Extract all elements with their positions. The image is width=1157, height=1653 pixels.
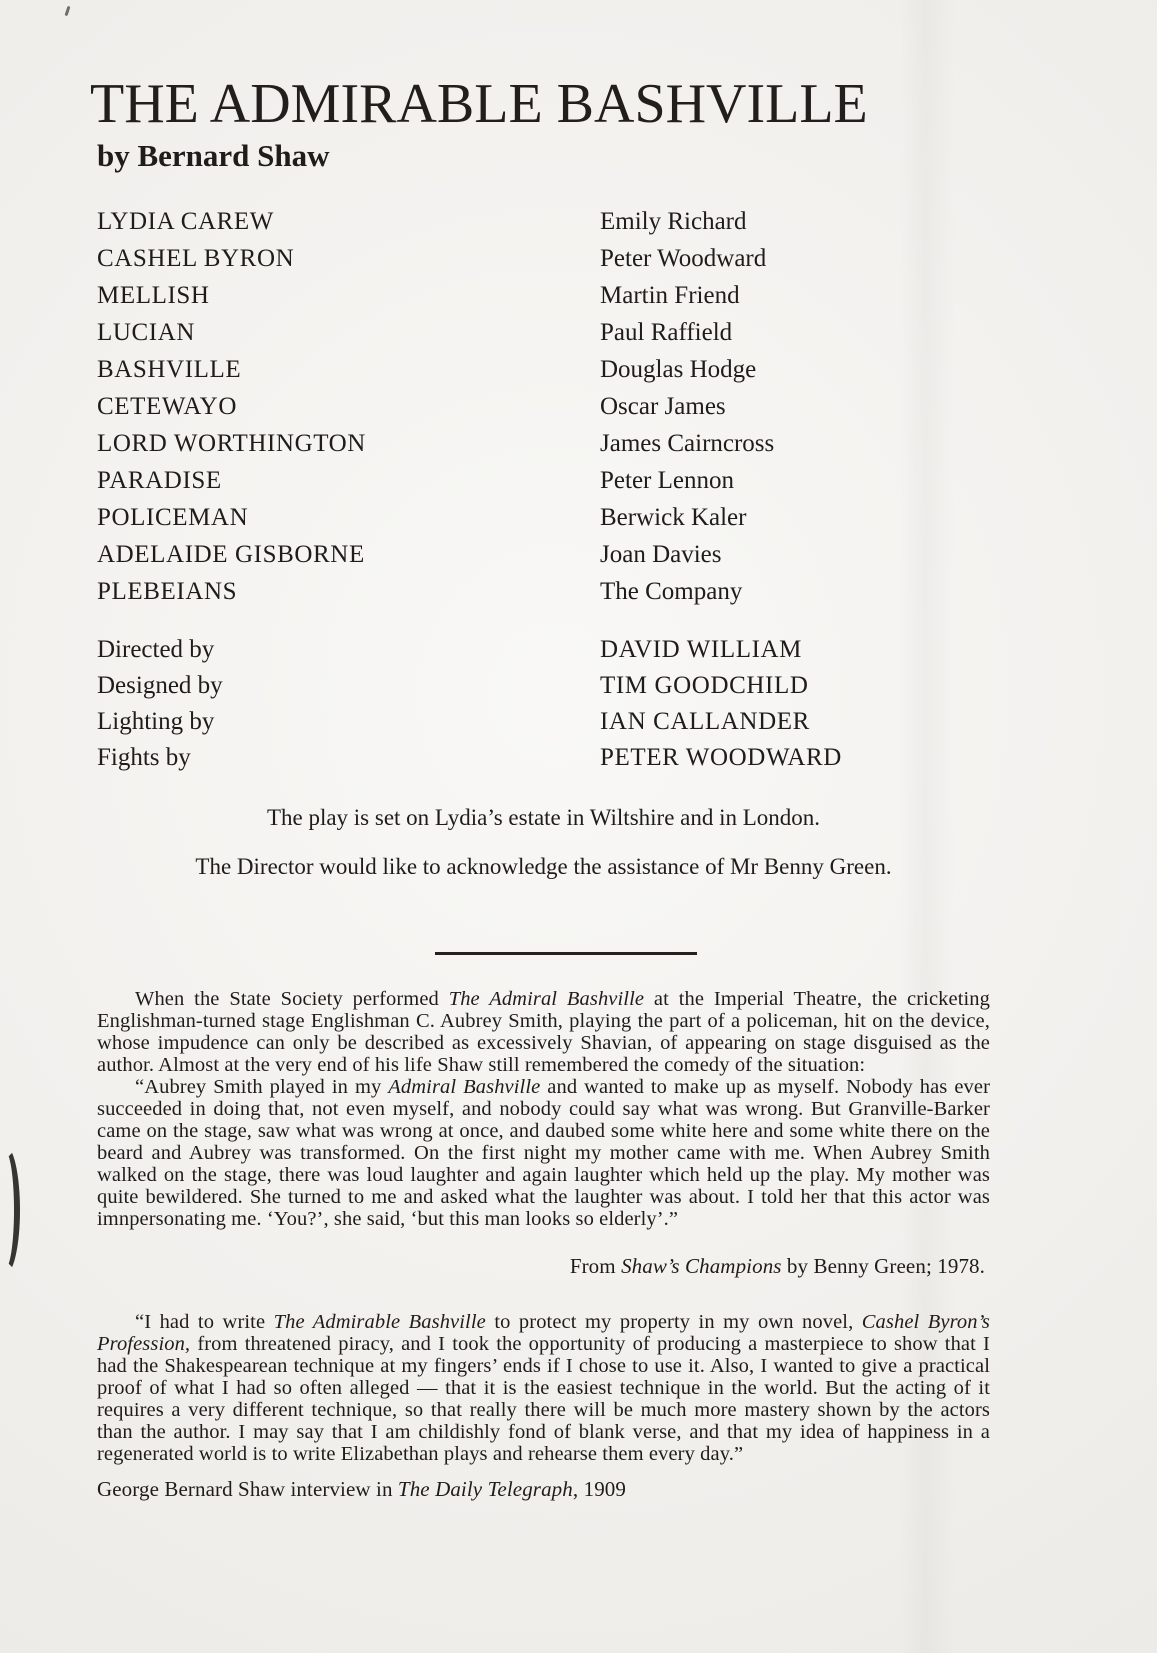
scan-artifact: [0, 1145, 20, 1275]
credit-row: [97, 668, 990, 704]
cast-actor: James Cairncross: [600, 430, 775, 458]
byline: by Bernard Shaw: [97, 138, 330, 174]
credit-label: Lighting by: [97, 708, 215, 736]
cast-actor: Joan Davies: [600, 541, 722, 569]
cast-actor: Berwick Kaler: [600, 504, 747, 532]
cast-role: POLICEMAN: [97, 504, 249, 532]
credit-label: Directed by: [97, 636, 215, 664]
cast-actor: The Company: [600, 578, 743, 606]
cast-row: [97, 462, 990, 499]
programme-notes: [97, 988, 990, 1501]
cast-actor: Peter Lennon: [600, 467, 734, 495]
note-paragraph-history: When the State Society performed The Admiral Bashville at the Imperial Theatre, the cricketing Englishman-turned stage Englishman C. Aubrey Smith, playing the part of a policeman, hit on the device, whose impudence can only be described as excessively Shavian, of appearing on stage disguised as the author. Almost at the very end of his life Shaw still remembered the comedy of the situation:: [97, 988, 990, 1077]
cast-role: CASHEL BYRON: [97, 245, 295, 273]
credit-name: IAN CALLANDER: [600, 708, 810, 736]
note-quote-shaw-memory: “Aubrey Smith played in my Admiral Bashville and wanted to make up as myself. Nobody has ever succeeded in doing that, not even myself, and nobody could say what was wrong. But Granville-Barker came on the stage, saw what was wrong at once, and daubed some white here and some white there on the beard and Aubrey was transformed. On the first night my mother came with me. When Aubrey Smith walked on the stage, there was loud laughter and again laughter which held up the play. My mother was quite bewildered. She turned to me and asked what the laughter was about. I told her that this actor was imnpersonating me. ‘You?’, she said, ‘but this man looks so elderly’.”: [97, 1076, 990, 1231]
cast-role: LYDIA CAREW: [97, 208, 274, 236]
cast-actor: Martin Friend: [600, 282, 740, 310]
cast-role: LUCIAN: [97, 319, 196, 347]
cast-row: [97, 388, 990, 425]
cast-role: PARADISE: [97, 467, 222, 495]
cast-row: [97, 499, 990, 536]
header: [90, 73, 990, 174]
cast-row: [97, 203, 990, 240]
cast-row: [97, 351, 990, 388]
cast-row: [97, 425, 990, 462]
cast-list: [97, 203, 990, 610]
cast-actor: Douglas Hodge: [600, 356, 757, 384]
cast-role: BASHVILLE: [97, 356, 242, 384]
credit-label: Designed by: [97, 672, 223, 700]
attribution-daily-telegraph: George Bernard Shaw interview in The Daily Telegraph, 1909: [97, 1477, 626, 1502]
divider-rule: [435, 952, 697, 955]
credit-row: [97, 704, 990, 740]
cast-role: LORD WORTHINGTON: [97, 430, 366, 458]
credit-row: [97, 632, 990, 668]
credit-row: [97, 740, 990, 776]
note-quote-shaw-interview: “I had to write The Admirable Bashville to protect my property in my own novel, Cashel Byron’s Profession, from threatened piracy, and I took the opportunity of producing a masterpiece to show that I had the Shakespearean technique at my fingers’ ends if I chose to use it. Also, I wanted to give a practical proof of what I had so often alleged — that it is the easiest technique in the world. But the acting of it requires a very different technique, so that really there will be much more mastery shown by the actors than the author. I may say that I am childishly fond of blank verse, and that my idea of happiness in a regenerated world is to write Elizabethan plays and rehearse them every day.”: [97, 1311, 990, 1466]
scan-speck: [65, 6, 71, 16]
programme-content: [90, 0, 990, 1502]
cast-actor: Emily Richard: [600, 208, 747, 236]
cast-row: [97, 314, 990, 351]
cast-role: PLEBEIANS: [97, 578, 238, 606]
cast-row: [97, 240, 990, 277]
setting-note: The play is set on Lydia’s estate in Wiltshire and in London.: [266, 805, 821, 831]
credit-name: TIM GOODCHILD: [600, 672, 809, 700]
credit-name: DAVID WILLIAM: [600, 636, 802, 664]
cast-actor: Oscar James: [600, 393, 726, 421]
credit-label: Fights by: [97, 744, 191, 772]
cast-actor: Peter Woodward: [600, 245, 767, 273]
cast-row: [97, 573, 990, 610]
credit-name: PETER WOODWARD: [600, 744, 842, 772]
acknowledgement-note: The Director would like to acknowledge the assistance of Mr Benny Green.: [195, 854, 892, 880]
cast-actor: Paul Raffield: [600, 319, 733, 347]
cast-row: [97, 277, 990, 314]
cast-role: ADELAIDE GISBORNE: [97, 541, 365, 569]
page-title: THE ADMIRABLE BASHVILLE: [90, 73, 868, 135]
cast-role: MELLISH: [97, 282, 210, 310]
production-credits: [97, 632, 990, 776]
cast-role: CETEWAYO: [97, 393, 237, 421]
cast-row: [97, 536, 990, 573]
attribution-shaws-champions: From Shaw’s Champions by Benny Green; 1978.: [569, 1254, 985, 1279]
